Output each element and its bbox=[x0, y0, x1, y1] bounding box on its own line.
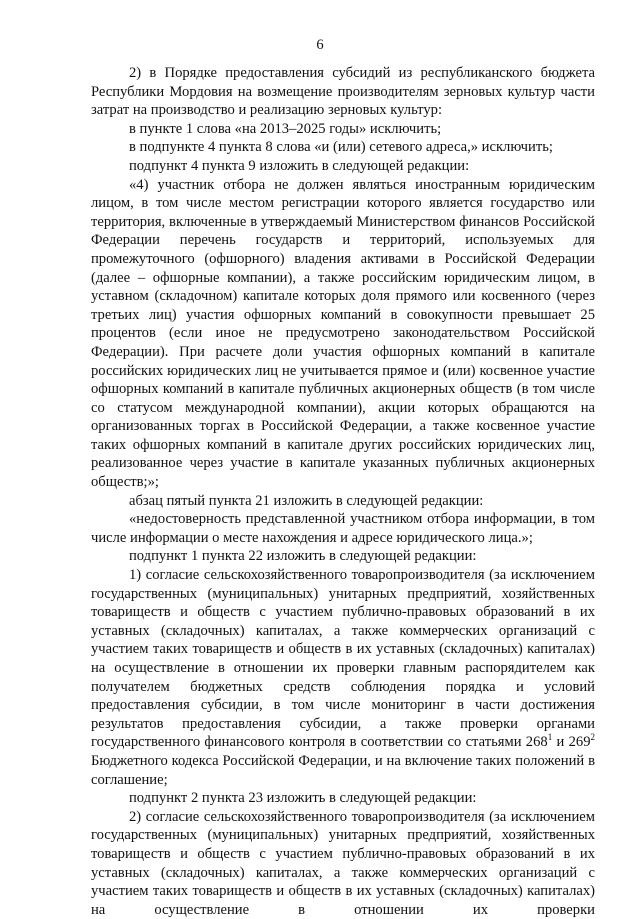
paragraph: подпункт 2 пункта 23 изложить в следующей редакции: bbox=[129, 790, 477, 807]
paragraph: в подпункте 4 пункта 8 слова «и (или) сетевого адреса,» исключить; bbox=[129, 139, 553, 156]
paragraph: подпункт 4 пункта 9 изложить в следующей редакции: bbox=[129, 157, 470, 174]
paragraph: 2) согласие сельскохозяйственного товаропроизводителя (за исключением государственных (муниципальных) унитарных предприятий, хозяйственных товариществ и обществ с участием публично-правовых образований в их уставных (складочных) капиталах, а также коммерческих организаций с участием таких товариществ и обществ в их уставных (складочных) капиталах) на осуществление в отношении их проверки bbox=[91, 808, 595, 918]
paragraph-with-superscripts bbox=[91, 566, 595, 789]
superscript: 2 bbox=[590, 732, 595, 743]
superscript: 1 bbox=[547, 732, 553, 743]
document-body bbox=[91, 64, 595, 919]
paragraph: подпункт 1 пункта 22 изложить в следующей редакции: bbox=[129, 548, 477, 565]
text-run: 1) согласие сельскохозяйственного товаропроизводителя (за исключением государственных (муниципальных) унитарных предприятий, хозяйственных товариществ и обществ с участием публично-правовых образований в их уставных (складочных) капиталах, а также коммерческих организаций с участием таких товариществ и обществ в их уставных (складочных) капиталах) на осуществление в отношении их проверки главным распорядителем как получателем бюджетных средств соблюдения порядка и условий предоставления субсидии, в том числе мониторинг в части достижения результатов предоставления субсидии, а также проверки органами государственного финансового контроля в соответствии со статьями 268 bbox=[91, 567, 595, 751]
paragraph: 2) в Порядке предоставления субсидий из республиканского бюджета Республики Мордовия на возмещение производителям зерновых культур части затрат на производство и реализацию зерновых культур: bbox=[91, 65, 595, 119]
paragraph: абзац пятый пункта 21 изложить в следующей редакции: bbox=[129, 492, 484, 509]
paragraph: «недостоверность представленной участником отбора информации, в том числе информации о месте нахождения и адресе юридического лица.»; bbox=[91, 511, 595, 546]
paragraph: «4) участник отбора не должен являться иностранным юридическим лицом, в том числе местом регистрации которого является государство или территория, включенные в утверждаемый Министерством финансов Российской Федерации перечень государств и территорий, используемых для промежуточного (офшорного) владения активами в Российской Федерации (далее – офшорные компании), а также российским юридическим лицом, в уставном (складочном) капитале которых доля прямого или косвенного (через третьих лиц) участия офшорных компаний в совокупности превышает 25 процентов (если иное не предусмотрено законодательством Российской Федерации). При расчете доли участия офшорных компаний в капитале российских юридических лиц не учитывается прямое и (или) косвенное участие офшорных компаний в капитале публичных акционерных обществ (в том числе со статусом международной компании), акции которых обращаются на организованных торгах в Российской Федерации, а также косвенное участие таких офшорных компаний в капитале других российских юридических лиц, реализованное через участие в капитале указанных публичных акционерных обществ;»; bbox=[91, 176, 595, 491]
text-run: и 269 bbox=[552, 734, 591, 751]
paragraph: в пункте 1 слова «на 2013–2025 годы» исключить; bbox=[129, 120, 442, 137]
text-run: Бюджетного кодекса Российской Федерации, и на включение таких положений в соглашение; bbox=[91, 752, 595, 788]
page-number: 6 bbox=[316, 37, 324, 53]
